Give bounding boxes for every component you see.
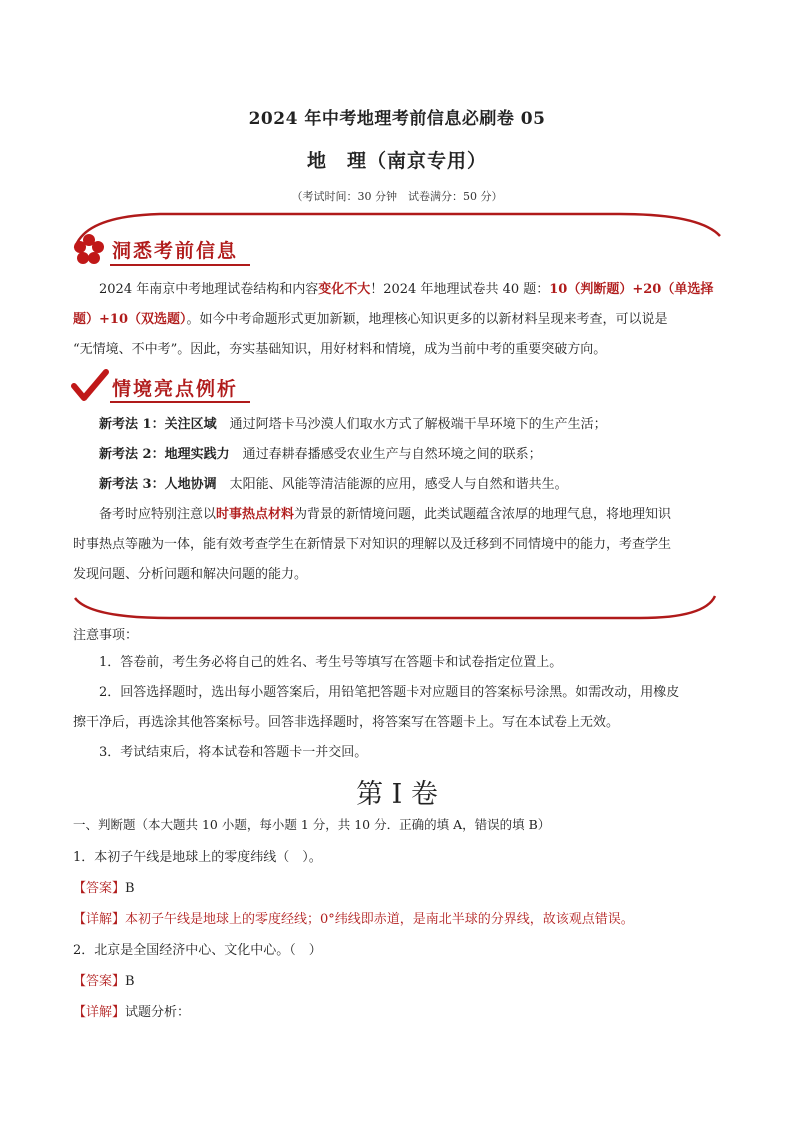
section-heading-info: 洞悉考前信息 <box>112 240 239 262</box>
answer-2: 【答案】B <box>73 974 135 989</box>
check-icon <box>70 368 110 404</box>
list-item: 新考法 2：地理实践力 通过春耕春播感受农业生产与自然环境之间的联系； <box>99 447 542 462</box>
detail-2: 【详解】试题分析： <box>73 1005 191 1020</box>
list-item: 新考法 3：人地协调 太阳能、风能等清洁能源的应用，感受人与自然和谐共生。 <box>99 477 568 492</box>
exam-info: （考试时间：30 分钟 试卷满分：50 分） <box>291 190 503 203</box>
part1-heading: 一、判断题（本大题共 10 小题，每小题 1 分，共 10 分．正确的填 A，错误的填 B） <box>73 817 551 832</box>
flower-icon <box>72 232 106 266</box>
paper-title: 2024 年中考地理考前信息必刷卷 05 <box>248 109 546 129</box>
list-item: 新考法 1：关注区域 通过阿塔卡马沙漠人们取水方式了解极端干旱环境下的生产生活； <box>99 417 607 432</box>
heading-underline <box>110 264 250 266</box>
notes-heading: 注意事项： <box>73 628 139 643</box>
paper-subtitle: 地 理（南京专用） <box>306 150 487 172</box>
info-paragraph: 2024 年南京中考地理试卷结构和内容变化不大！2024 年地理试卷共 40 题：10（判断题）+20（单选择 题）+10（双选题）。如今中考命题形式更加新颖，地理核心知识更多的以新材料呈现来考查，可以说是 “无情境、不中考”。因此，夯实基础知识，用好材料和情境，成为当前中考的重要突破方向。 <box>73 282 714 357</box>
section-heading-highlight: 情境亮点例析 <box>112 378 239 400</box>
highlight-list: 新考法 1：关注区域 通过阿塔卡马沙漠人们取水方式了解极端干旱环境下的生产生活； 新考法 2：地理实践力 通过春耕春播感受农业生产与自然环境之间的联系； 新考法 3：人地协调 太阳能、风能等清洁能源的应用，感受人与自然和谐共生。 备考时应特别注意以时事热点材料为背景的新情境问题，此类试题蕴含浓厚的地理气息，将地理知识 时事热点等融为一体，能有效考查学生在新情景下对知识的理解以及迁移到不同情境中的能力，考查学生 发现问题、分析问题和解决问题的能力。 <box>73 410 723 590</box>
answer-1: 【答案】B <box>73 881 135 896</box>
question-2: 2．北京是全国经济中心、文化中心。（ ） <box>73 943 322 958</box>
question-1: 1．本初子午线是地球上的零度纬线（ ）。 <box>73 850 322 865</box>
notes-list: 1．答卷前，考生务必将自己的姓名、考生号等填写在答题卡和试卷指定位置上。 2．回答选择题时，选出每小题答案后，用铅笔把答题卡对应题目的答案标号涂黑。如需改动，用橡皮 擦干净后，再选涂其他答案标号。回答非选择题时，将答案写在答题卡上。写在本试卷上无效。 3．考试结束后，将本试卷和答题卡一并交回。 <box>73 655 680 760</box>
heading-underline <box>110 401 250 403</box>
volume-heading: 第 I 卷 <box>356 779 438 810</box>
detail-1: 【详解】本初子午线是地球上的零度经线；0°纬线即赤道，是南北半球的分界线，故该观点错误。 <box>73 912 634 927</box>
question-block <box>73 842 723 1028</box>
